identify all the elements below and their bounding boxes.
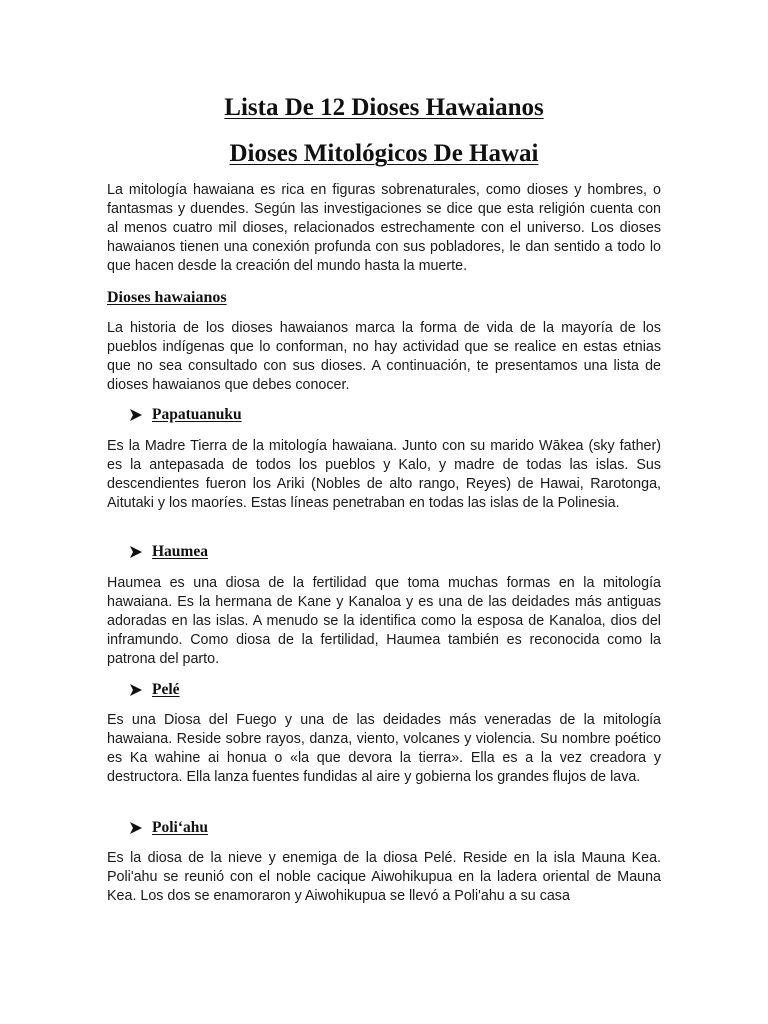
right-arrowhead-icon: [129, 683, 152, 697]
section-heading: Dioses hawaianos: [107, 289, 227, 306]
right-arrowhead-icon: [129, 821, 152, 835]
god-name: Pelé: [152, 681, 180, 698]
god-description: Es una Diosa del Fuego y una de las deidades más veneradas de la mitología hawaiana. Reside sobre rayos, danza, viento, volcanes y violencia. Su nombre poético es Ka wahine ai honua o «la que devora la tierra». Ella es a la vez creadora y destructora. Ella lanza fuentes fundidas al aire y gobierna los grandes flujos de lava.: [107, 712, 661, 785]
god-name: Poli‘ahu: [152, 819, 208, 836]
god-description: Es la diosa de la nieve y enemiga de la diosa Pelé. Reside en la isla Mauna Kea. Poli'ahu se reunió con el noble cacique Aiwohikupua en la ladera oriental de Mauna Kea. Los dos se enamoraron y Aiwohikupua se llevó a Poli'ahu a su casa: [107, 850, 661, 904]
god-name: Papatuanuku: [152, 406, 242, 423]
god-heading-papatuanuku: [129, 405, 242, 425]
god-name: Haumea: [152, 543, 208, 560]
document-subtitle: Dioses Mitológicos De Hawai: [229, 140, 539, 167]
god-heading-poliahu: [129, 818, 208, 838]
right-arrowhead-icon: [129, 545, 152, 559]
god-description: Es la Madre Tierra de la mitología hawaiana. Junto con su marido Wākea (sky father) es la antepasada de todos los pueblos y Kalo, y madre de todas las islas. Sus descendientes fueron los Ariki (Nobles de alto rango, Reyes) de Hawai, Rarotonga, Aitutaki y los maoríes. Estas líneas penetraban en todas las islas de la Polinesia.: [107, 438, 661, 511]
god-heading-pele: [129, 680, 180, 700]
section-intro-paragraph: La historia de los dioses hawaianos marca la forma de vida de la mayoría de los pueblos indígenas que lo conforman, no hay actividad que se realice en estas etnias que no sea consultado con sus dioses. A continuación, te presentamos una lista de dioses hawaianos que debes conocer.: [107, 320, 661, 393]
intro-paragraph: La mitología hawaiana es rica en figuras sobrenaturales, como dioses y hombres, o fantasmas y duendes. Según las investigaciones se dice que esta religión cuenta con al menos cuatro mil dioses, relacionados estrechamente con el universo. Los dioses hawaianos tienen una conexión profunda con sus pobladores, le dan sentido a todo lo que hacen desde la creación del mundo hasta la muerte.: [107, 182, 661, 274]
god-description: Haumea es una diosa de la fertilidad que toma muchas formas en la mitología hawaiana. Es la hermana de Kane y Kanaloa y es una de las deidades más antiguas adoradas en las islas. A menudo se la identifica como la esposa de Kanaloa, dios del inframundo. Como diosa de la fertilidad, Haumea también es reconocida como la patrona del parto.: [107, 575, 661, 667]
right-arrowhead-icon: [129, 408, 152, 422]
god-heading-haumea: [129, 542, 208, 562]
document-title: Lista De 12 Dioses Hawaianos: [224, 94, 544, 121]
